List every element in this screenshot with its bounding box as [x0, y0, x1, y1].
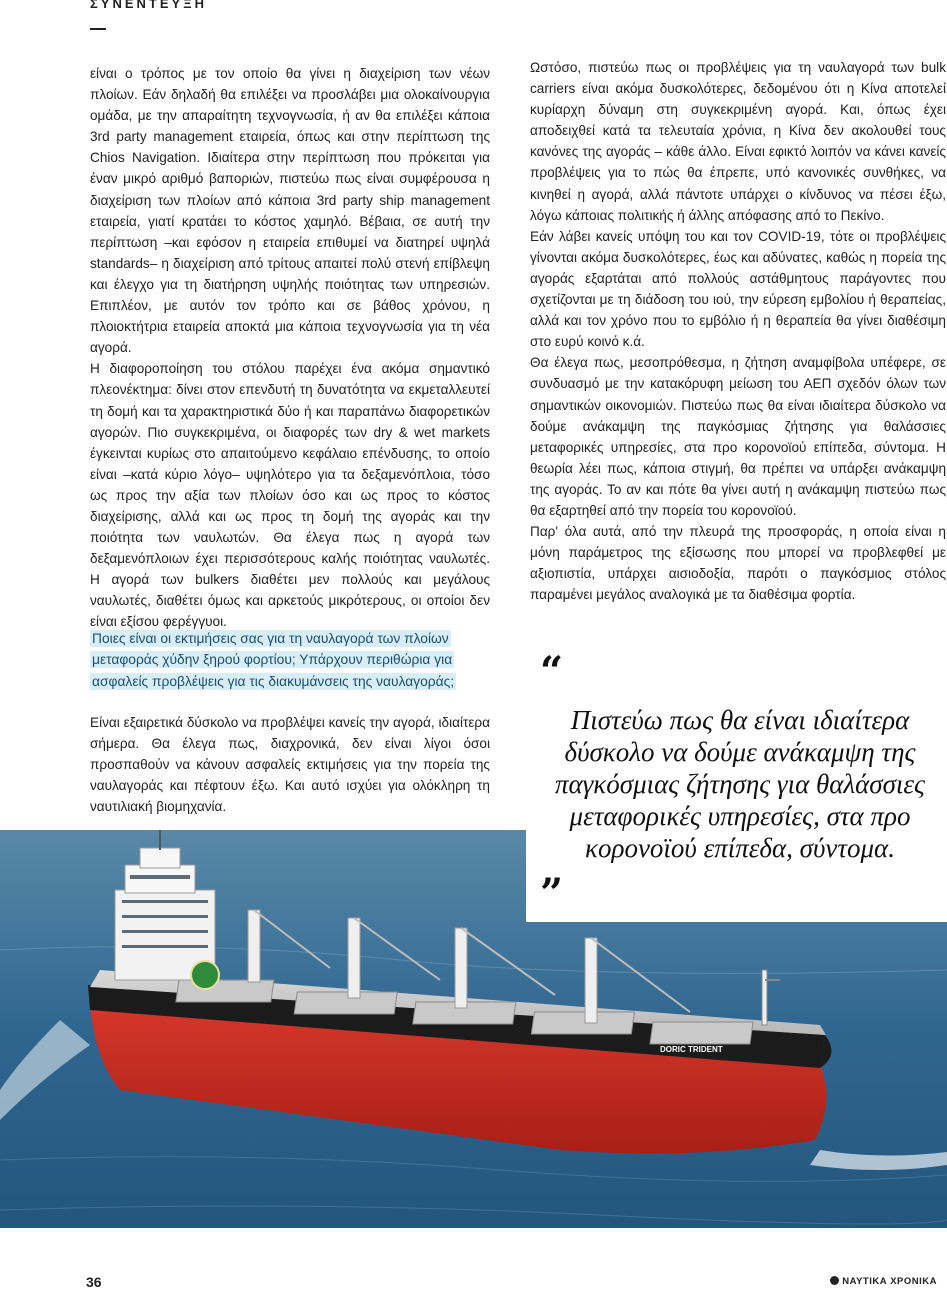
- magazine-footer: [830, 1276, 937, 1287]
- magazine-name: ΝΑΥΤΙΚΑ ΧΡΟΝΙΚΑ: [842, 1276, 937, 1287]
- question-text: Ποιες είναι οι εκτιμήσεις σας για τη ναυλαγορά των πλοίων μεταφοράς χύδην ξηρού φορτίου; Υπάρχουν περιθώρια για ασφαλείς προβλέψεις για τις διακυμάνσεις της ναυλαγοράς;: [92, 631, 455, 689]
- paragraph: Η διαφοροποίηση του στόλου παρέχει ένα ακόμα σημαντικό πλεονέκτημα: δίνει στον επενδυτή τη δυνατότητα να εκμεταλλευτεί τη δομή και τα χαρακτηριστικά δύο ή και παραπάνω διαφορετικών αγορών. Πιο συγκεκριμένα, οι διαφορές των dry & wet markets έγκεινται κυρίως στο απαιτούμενο κεφάλαιο επένδυσης, το οποίο είναι –κατά κύριο λόγο– υψηλότερο για τα δεξαμενόπλοια, τόσο ως προς την αξία των πλοίων όσο και ως προς το κόστος διαχείρισης, αλλά και ως προς τη δομή της αγοράς και την ποιότητα των ναυλωτών. Θα έλεγα πως η αγορά των δεξαμενόπλοιων έχει περισσότερους καλής ποιότητας ναυλωτές. Η αγορά των bulkers διαθέτει μεν πολλούς και μεγάλους ναυλωτές, διαθέτει όμως και αρκετούς μικρότερους, οι οποίοι δεν είναι εξίσου φερέγγυοι.: [90, 361, 490, 630]
- pull-quote-text: Πιστεύω πως θα είναι ιδιαίτερα δύσκολο να δούμε ανάκαμψη της παγκόσμιας ζήτησης για θαλάσσιες μεταφορικές υπηρεσίες, στα προ κορονοϊού επίπεδα, σύντομα.: [554, 705, 926, 863]
- paragraph: Εάν λάβει κανείς υπόψη του και τον COVID-19, τότε οι προβλέψεις γίνονται ακόμα δυσκολότερες, έως και αδύνατες, καθώς η πορεία της αγοράς εξαρτάται από πολλούς αστάθμητους παράγοντες που σχετίζονται με τη διάδοση του ιού, την εύρεση εμβολίου ή θεραπείας, αλλά και τον χρόνο που το εμβόλιο ή η θεραπεία θα γίνει διαθέσιμη στο ευρύ κοινό κ.ά.: [530, 228, 946, 350]
- answer-paragraph: Είναι εξαιρετικά δύσκολο να προβλέψει κανείς την αγορά, ιδιαίτερα σήμερα. Θα έλεγα πως, διαχρονικά, δεν είναι λίγοι όσοι προσπαθούν να κάνουν ασφαλείς εκτιμήσεις για την πορεία της ναυλαγοράς και πέφτουν έξω. Και αυτό ισχύει για ολόκληρη τη ναυτιλιακή βιομηχανία.: [90, 715, 490, 815]
- paragraph: Παρ' όλα αυτά, από την πλευρά της προσφοράς, η οποία είναι η μόνη παράμετρος της εξίσωσης που μπορεί να προβλεφθεί με αξιοπιστία, υπάρχει αισιοδοξία, παρότι ο παγκόσμιος στόλος παραμένει μεγάλος αναλογικά με τα διαθέσιμα φορτία.: [530, 524, 946, 603]
- section-dash: [90, 28, 106, 30]
- quote-close-icon: ”: [540, 870, 564, 917]
- interview-question: [90, 628, 500, 692]
- magazine-logo-icon: [830, 1276, 839, 1285]
- paragraph: είναι ο τρόπος με τον οποίο θα γίνει η διαχείριση των νέων πλοίων. Εάν δηλαδή θα επιλέξει να προσλάβει μια ολοκαίνουργια ομάδα, με την απαραίτητη τεχνογνωσία, ή αν θα επιλέξει κάποια 3rd party management εταιρεία, όπως και στην περίπτωση της Chios Navigation. Ιδιαίτερα στην περίπτωση που πρόκειται για έναν μικρό αριθμό βαποριών, πιστεύω πως είναι συμφέρουσα η διαχείριση των πλοίων από κάποια 3rd party ship management εταιρεία, γιατί κρατάει το κόστος χαμηλό. Βέβαια, σε αυτή την περίπτωση –και εφόσον η εταιρεία επιθυμεί να διατηρεί υψηλά standards– η διαχείριση από τρίτους απαιτεί πολύ στενή επίβλεψη και έλεγχο για τη διατήρηση υψηλής ποιότητας των υπηρεσιών. Επιπλέον, με αυτόν τον τρόπο και σε βάθος χρόνου, η πλοιοκτήτρια εταιρεία αποκτά μια κάποια τεχνογνωσία για τη νέα αγορά.: [90, 66, 490, 356]
- page-number: 36: [86, 1274, 102, 1290]
- section-label: ΣΥΝΕΝΤΕΥΞΗ: [90, 0, 207, 11]
- quote-open-icon: “: [540, 648, 564, 695]
- ship-name: DORIC TRIDENT: [660, 1045, 723, 1054]
- right-column: [530, 57, 946, 605]
- paragraph: Θα έλεγα πως, μεσοπρόθεσμα, η ζήτηση αναμφίβολα υπέφερε, σε συνδυασμό με την κατακόρυφη μείωση του ΑΕΠ σχεδόν όλων των σημαντικών οικονομιών. Πιστεύω πως θα είναι ιδιαίτερα δύσκολο να δούμε ανάκαμψη της παγκόσμιας ζήτησης για θαλάσσιες μεταφορικές υπηρεσίες, στα προ κορονοϊού επίπεδα, σύντομα. Η θεωρία λέει πως, κάποια στιγμή, θα πρέπει να υπάρξει ανάκαμψη της αγοράς. Το αν και πότε θα γίνει αυτή η ανάκαμψη πιστεύω πως θα εξαρτηθεί από την πορεία του κορονοϊού.: [530, 355, 946, 518]
- paragraph: Ωστόσο, πιστεύω πως οι προβλέψεις για τη ναυλαγορά των bulk carriers είναι ακόμα δυσκολότερες, δεδομένου ότι η Κίνα αποτελεί κυρίαρχη δύναμη στη συγκεκριμένη αγορά. Και, όπως έχει αποδειχθεί κατά τα τελευταία χρόνια, η Κίνα δεν ακολουθεί τους κανόνες της αγοράς – κάθε άλλο. Είναι εφικτό λοιπόν να κάνει κανείς προβλέψεις για το πώς θα έπρεπε, υπό κανονικές συνθήκες, να κινηθεί η αγορά, αλλά πάντοτε υπάρχει ο κίνδυνος να πέσει έξω, λόγω κάποιας πολιτικής ή άλλης απόφασης από το Πεκίνο.: [530, 60, 946, 223]
- left-column: [90, 63, 490, 633]
